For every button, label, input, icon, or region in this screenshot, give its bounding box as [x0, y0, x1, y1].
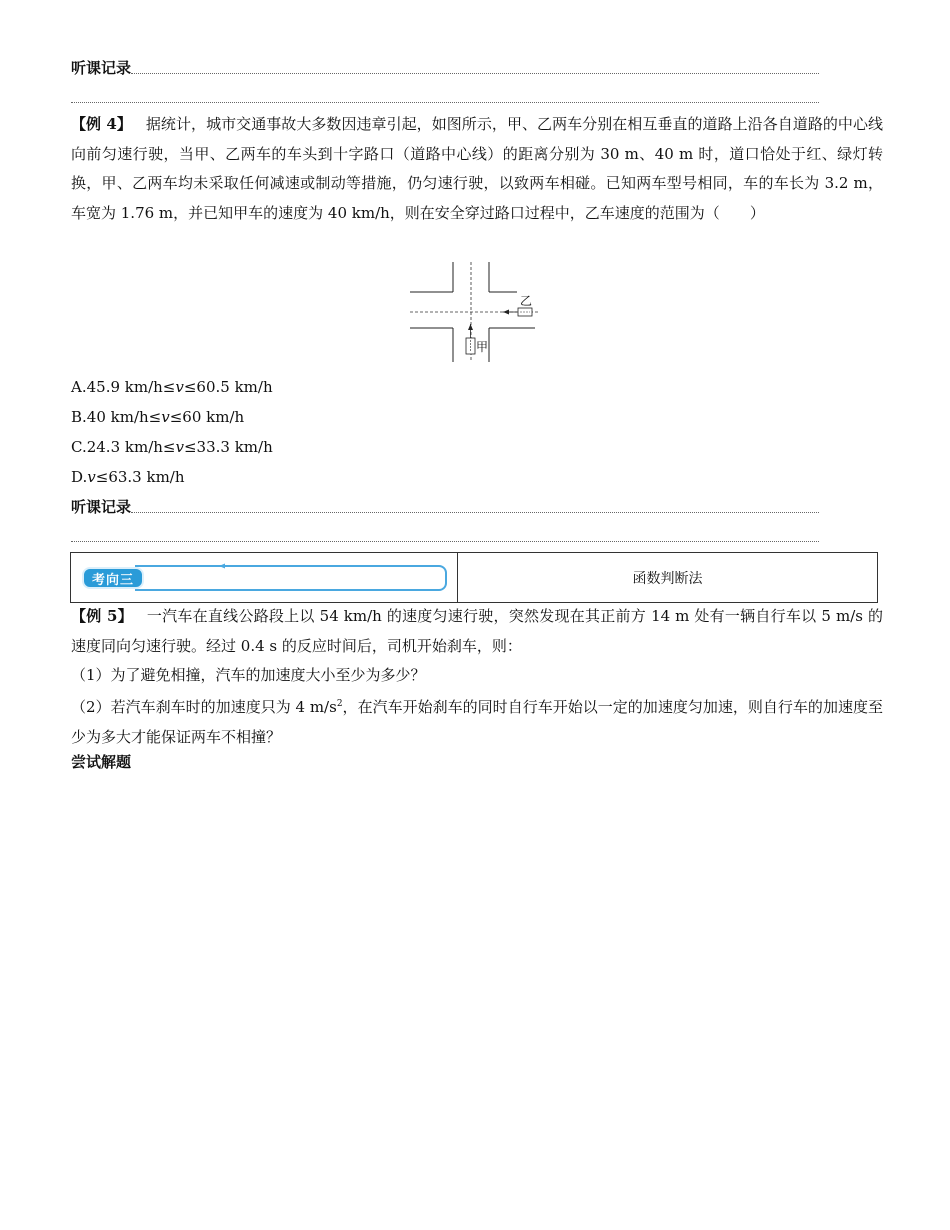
car-a-label: 甲: [476, 340, 489, 354]
option-b-post: ≤60 km/h: [169, 408, 245, 426]
banner-arrow-icon: [219, 562, 317, 570]
question-2-post: ，在汽车开始刹车的同时自行车开始以一定的加速度匀加速，则自行车的加速度至少为多大才能保证两车不相撞？: [71, 698, 883, 746]
car-b-label: 乙: [520, 294, 533, 308]
example-4-text: 据统计，城市交通事故大多数因违章引起，如图所示，甲、乙两车分别在相互垂直的道路上沿各自道路的中心线向前匀速行驶，当甲、乙两车的车头到十字路口（道路中心线）的距离分别为 30 m、40 m 时，道口恰处于红、绿灯转换，甲、乙两车均未采取任何减速或制动等措施，仍匀速行驶，以致两车相碰。已知两车型号相同，车的车长为 3.2 m，车宽为 1.76 m，并已知甲车的速度为 40 km/h，则在安全穿过路口过程中，乙车速度的范围为（ ）: [71, 115, 883, 222]
option-c-var: v: [175, 438, 184, 456]
option-d: [71, 467, 185, 487]
notes-row-1: [71, 56, 819, 78]
try-solution-label: 尝试解题: [71, 753, 132, 771]
section-3-header-table: [70, 552, 878, 603]
option-b-var: v: [161, 408, 170, 426]
option-a-pre: A.45.9 km/h≤: [71, 378, 176, 396]
example-5-label: 【例 5】: [71, 607, 133, 625]
notes-label: 听课记录: [71, 498, 132, 516]
question-2-pre: （2）若汽车刹车时的加速度只为 4 m/s: [71, 698, 337, 716]
option-b: [71, 407, 244, 427]
example-4-label: 【例 4】: [71, 115, 132, 133]
option-d-pre: D.: [71, 468, 88, 486]
section-3-banner: [79, 563, 447, 593]
option-a-var: v: [175, 378, 184, 396]
notes-line: [131, 73, 819, 74]
option-b-pre: B.40 km/h≤: [71, 408, 162, 426]
option-c-pre: C.24.3 km/h≤: [71, 438, 176, 456]
example-5-question-2: [71, 690, 883, 752]
car-a-arrow-head: [468, 324, 473, 330]
option-a: [71, 377, 273, 397]
notes-row-2: [71, 495, 819, 517]
notes-line: [71, 541, 819, 542]
option-a-post: ≤60.5 km/h: [183, 378, 273, 396]
option-c-post: ≤33.3 km/h: [183, 438, 273, 456]
notes-line: [71, 102, 819, 103]
section-3-banner-cell: [71, 553, 458, 602]
option-d-var: v: [87, 468, 96, 486]
option-c: [71, 437, 273, 457]
car-b-arrow-head: [503, 310, 509, 315]
intersection-diagram: [405, 258, 545, 366]
example-5-paragraph: [71, 602, 883, 661]
question-2-sup: 2: [336, 699, 343, 709]
option-d-post: ≤63.3 km/h: [95, 468, 185, 486]
example-5-question-1: （1）为了避免相撞，汽车的加速度大小至少为多少？: [71, 666, 426, 684]
notes-line: [131, 512, 819, 513]
example-5-text: 一汽车在直线公路段上以 54 km/h 的速度匀速行驶，突然发现在其正前方 14 m 处有一辆自行车以 5 m/s 的速度同向匀速行驶。经过 0.4 s 的反应时间后，司机开始刹车，则：: [71, 607, 883, 655]
section-3-title: 函数判断法: [632, 570, 703, 587]
section-3-badge: 考向三: [82, 567, 144, 589]
example-4-paragraph: [71, 110, 883, 228]
notes-label: 听课记录: [71, 59, 132, 77]
